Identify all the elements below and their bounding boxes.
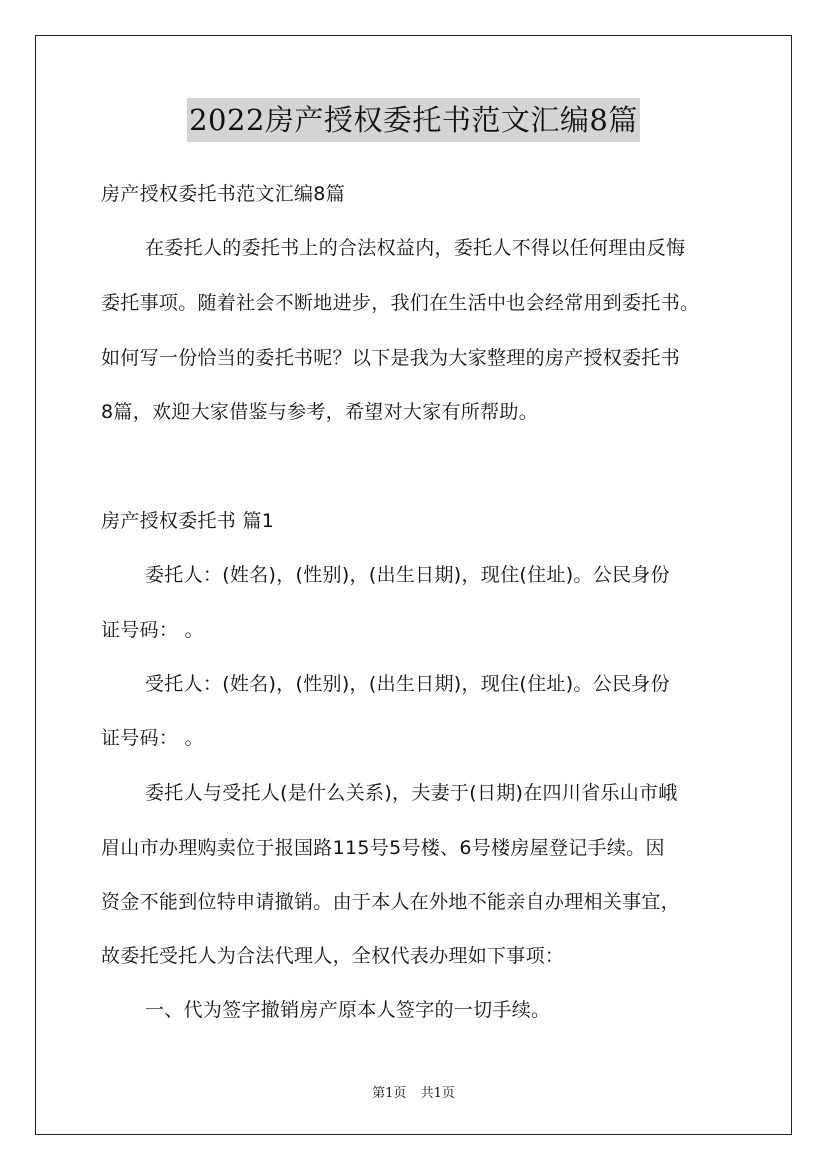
intro-line-2: 委托事项。随着社会不断地进步，我们在生活中也会经常用到委托书。	[101, 292, 700, 314]
agent-line-1: 受托人：(姓名)，(性别)，(出生日期)，现住(住址)。公民身份	[145, 673, 670, 695]
page-number: 第1页	[372, 1086, 407, 1101]
document-subtitle: 房产授权委托书范文汇编8篇	[101, 183, 345, 205]
section-heading: 房产授权委托书 篇1	[101, 510, 275, 532]
agent-line-2: 证号码： 。	[101, 727, 204, 749]
body-line-1: 委托人与受托人(是什么关系)，夫妻于(日期)在四川省乐山市峨	[145, 782, 678, 804]
title-wrapper	[0, 98, 827, 142]
principal-line-2: 证号码： 。	[101, 619, 204, 641]
principal-line-1: 委托人：(姓名)，(性别)，(出生日期)，现住(住址)。公民身份	[145, 564, 670, 586]
page-total: 共1页	[420, 1086, 455, 1101]
body-line-3: 资金不能到位特申请撤销。由于本人在外地不能亲自办理相关事宜，	[101, 891, 681, 913]
body-line-4: 故委托受托人为合法代理人，全权代表办理如下事项：	[101, 945, 565, 967]
body-line-2: 眉山市办理购卖位于报国路115号5号楼、6号楼房屋登记手续。因	[101, 837, 665, 859]
document-title: 2022房产授权委托书范文汇编8篇	[187, 98, 640, 142]
intro-line-4: 8篇，欢迎大家借鉴与参考，希望对大家有所帮助。	[101, 401, 538, 423]
intro-line-3: 如何写一份恰当的委托书呢？以下是我为大家整理的房产授权委托书	[101, 347, 681, 369]
intro-line-1: 在委托人的委托书上的合法权益内，委托人不得以任何理由反悔	[145, 237, 686, 259]
page-footer	[0, 1082, 827, 1101]
item-1: 一、代为签字撤销房产原本人签字的一切手续。	[145, 999, 551, 1021]
